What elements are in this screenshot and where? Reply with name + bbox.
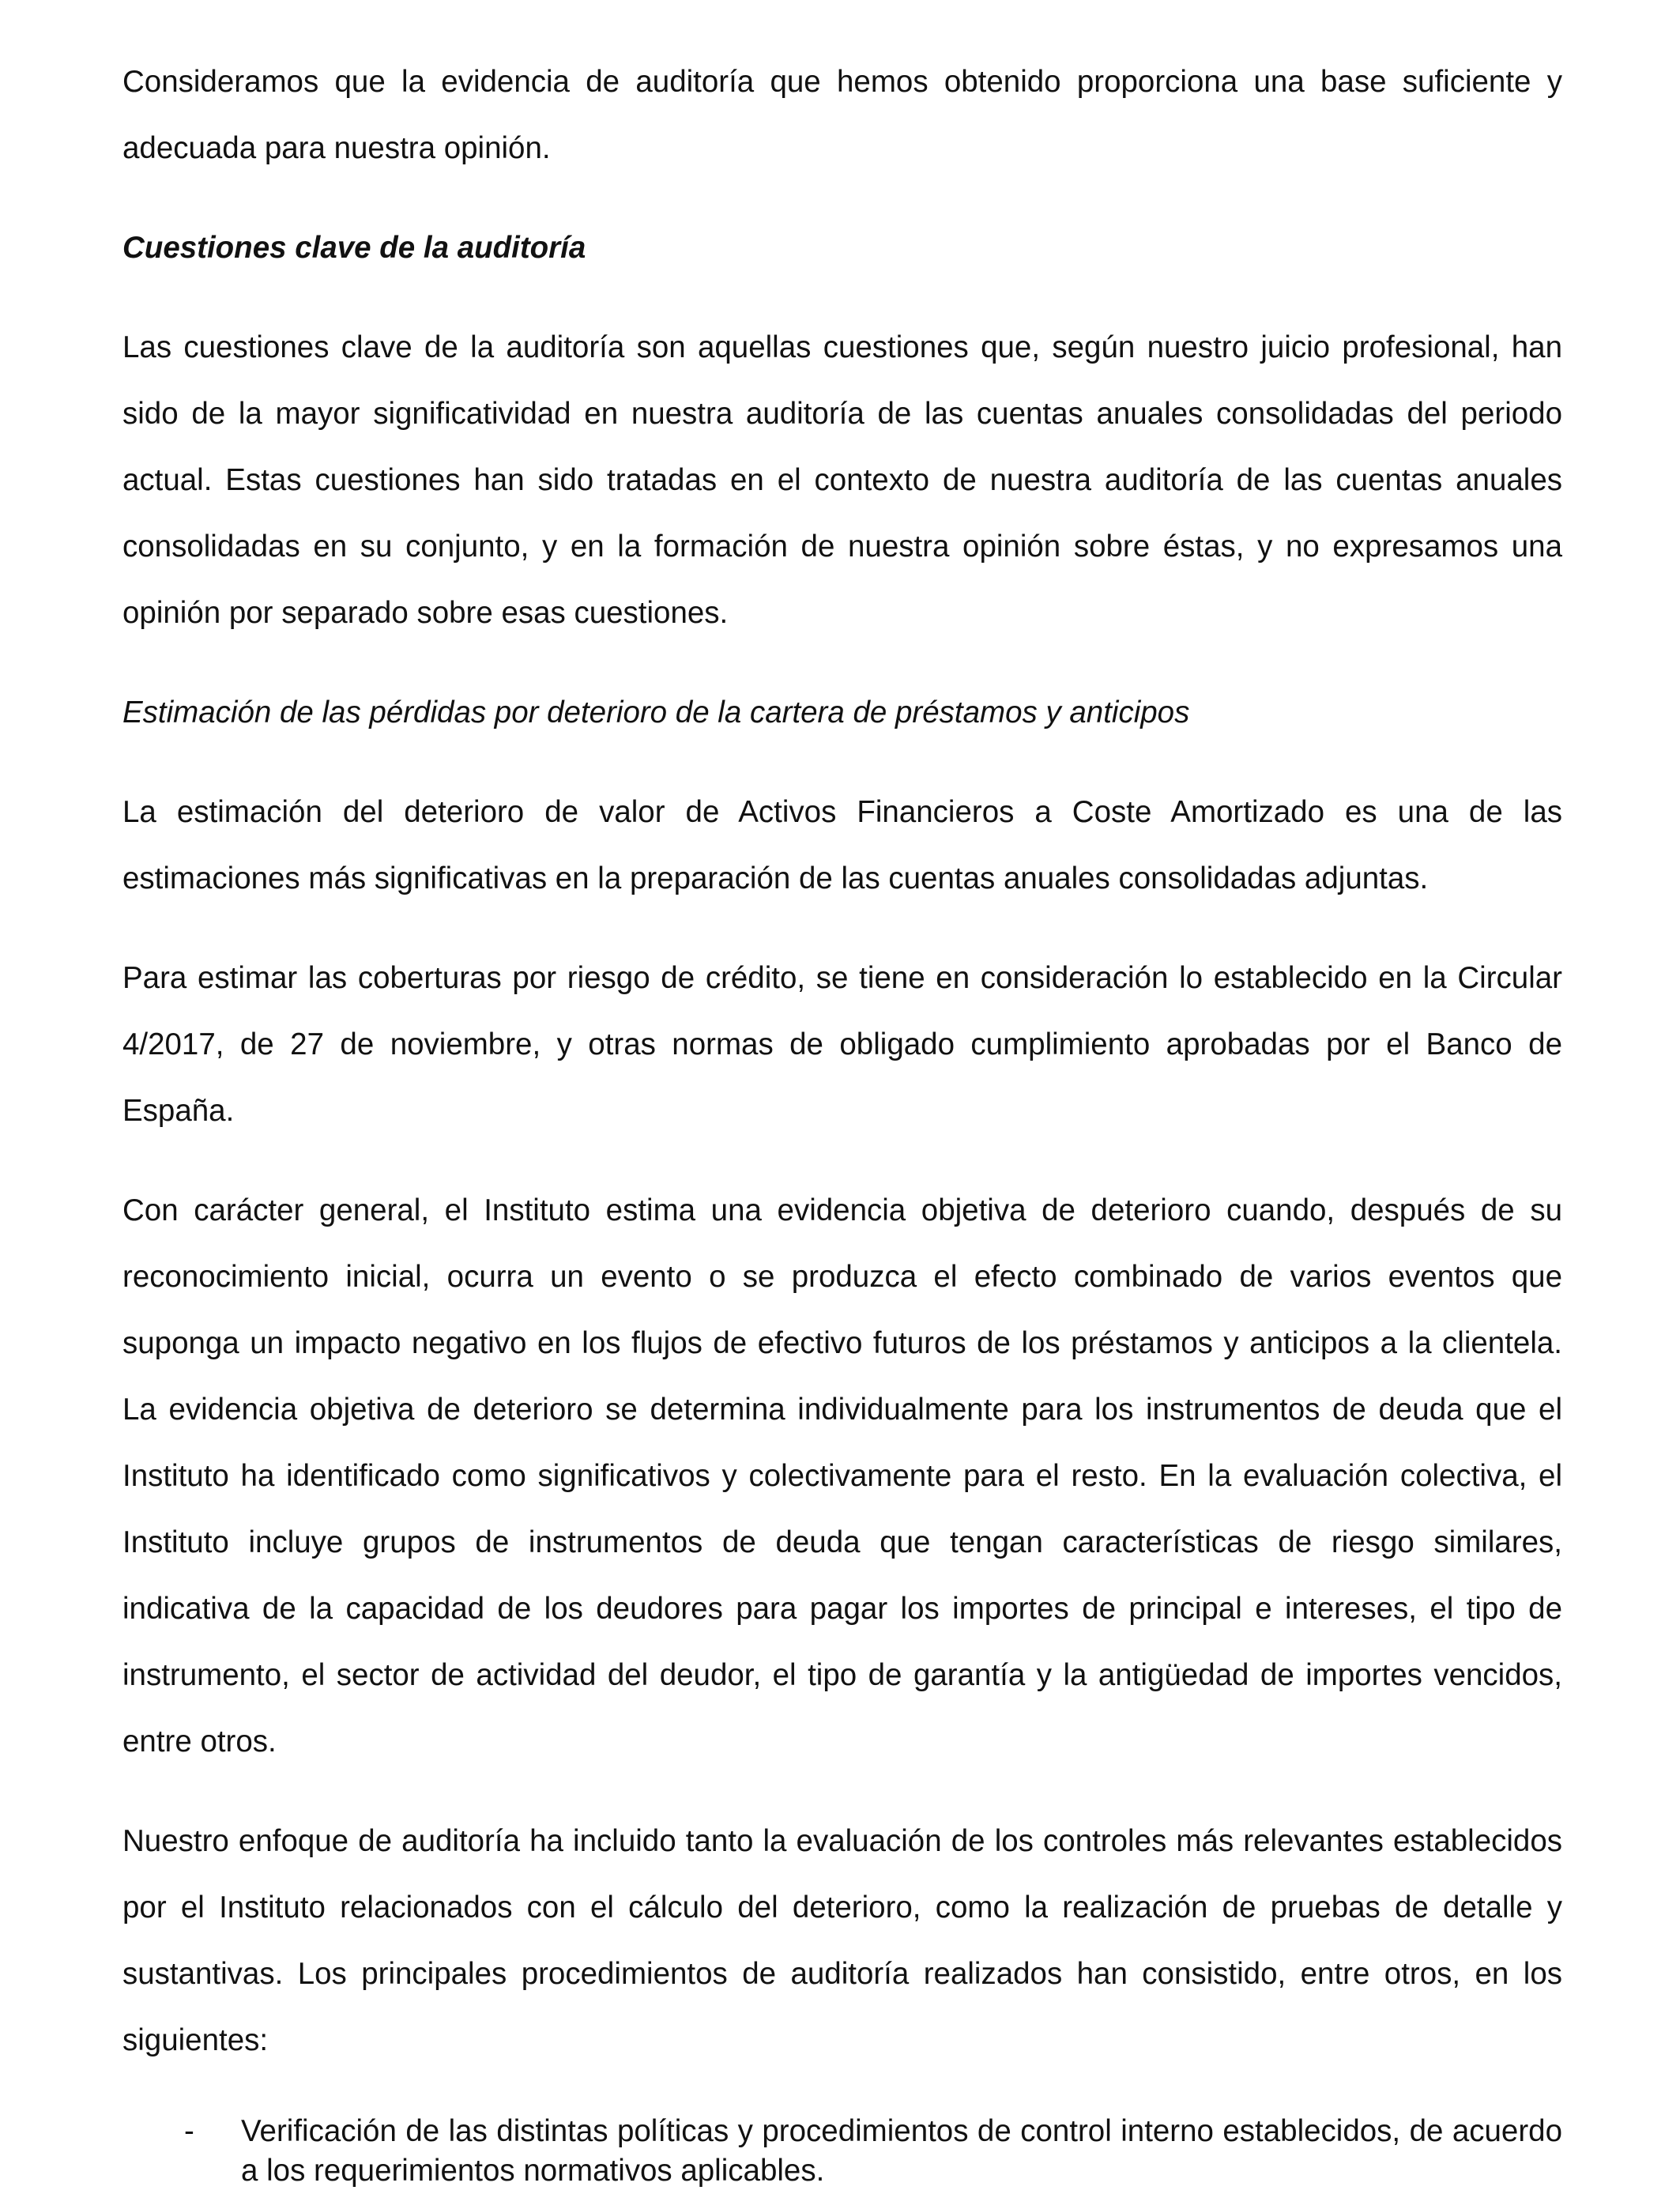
paragraph-circular: Para estimar las coberturas por riesgo de crédito, se tiene en consideración lo establecido en la Circular 4/2017, de 27 de noviembre, y otras normas de obligado cumplimiento aprobadas por el Banco de España. [122,961,1562,1128]
paragraph-key-matters: Las cuestiones clave de la auditoría son aquellas cuestiones que, según nuestro juicio profesional, han sido de la mayor significatividad en nuestra auditoría de las cuentas anuales consolidadas del periodo actual. Estas cuestiones han sido tratadas en el contexto de nuestra auditoría de las cuentas anuales consolidadas en su conjunto, y en la formación de nuestra opinión sobre éstas, y no expresamos una opinión por separado sobre esas cuestiones. [122,330,1562,630]
document-page [122,49,1562,2191]
subheading: Estimación de las pérdidas por deterioro de la cartera de préstamos y anticipos [122,696,1190,729]
list-item [122,2112,1562,2191]
bullet-marker: - [184,2114,194,2148]
paragraph-estimation: La estimación del deterioro de valor de Activos Financieros a Coste Amortizado es una de las estimaciones más significativas en la preparación de las cuentas anuales consolidadas adjuntas. [122,795,1562,895]
paragraph-general: Con carácter general, el Instituto estima una evidencia objetiva de deterioro cuando, después de su reconocimiento inicial, ocurra un evento o se produzca el efecto combinado de varios eventos que suponga un impacto negativo en los flujos de efectivo futuros de los préstamos y anticipos a la clientela. La evidencia objetiva de deterioro se determina individualmente para los instrumentos de deuda que el Instituto ha identificado como significativos y colectivamente para el resto. En la evaluación colectiva, el Instituto incluye grupos de instrumentos de deuda que tengan características de riesgo similares, indicativa de la capacidad de los deudores para pagar los importes de principal e intereses, el tipo de instrumento, el sector de actividad del deudor, el tipo de garantía y la antigüedad de importes vencidos, entre otros. [122,1193,1562,1759]
paragraph-approach: Nuestro enfoque de auditoría ha incluido tanto la evaluación de los controles más relevantes establecidos por el Instituto relacionados con el cálculo del deterioro, como la realización de pruebas de detalle y sustantivas. Los principales procedimientos de auditoría realizados han consistido, entre otros, en los siguientes: [122,1824,1562,2057]
list-item-text: Verificación de las distintas políticas y procedimientos de control interno establecidos, de acuerdo a los requerimientos normativos aplicables. [241,2114,1562,2188]
paragraph-intro: Consideramos que la evidencia de auditoría que hemos obtenido proporciona una base suficiente y adecuada para nuestra opinión. [122,65,1562,165]
section-heading: Cuestiones clave de la auditoría [122,231,586,265]
